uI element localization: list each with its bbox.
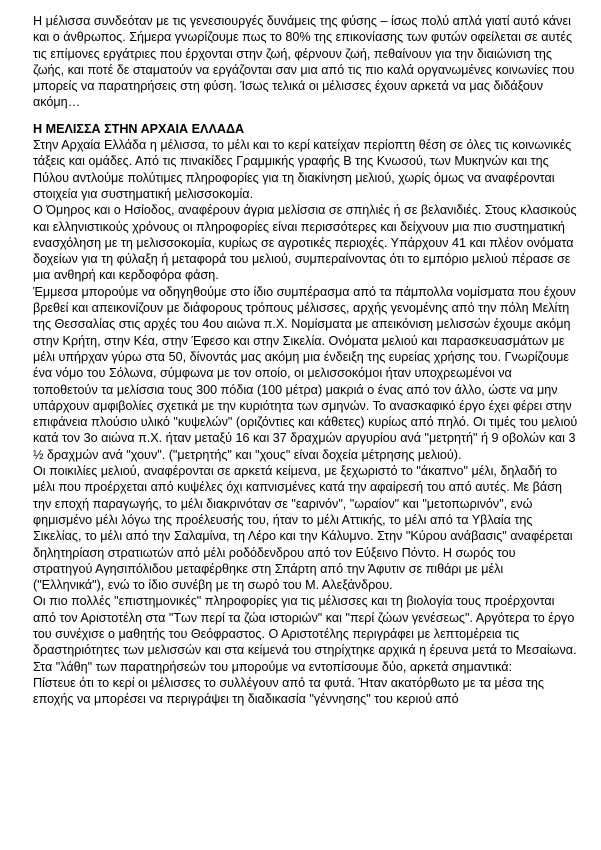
paragraph-2: Ο Όμηρος και ο Ησίοδος, αναφέρουν άγρια μελίσσια σε σπηλιές ή σε βελανιδιές. Στους κλασικούς και ελληνιστικούς χρόνους οι πληροφορίες είναι περισσότερες και δείχνουν μια πιο συστηματική ενασχόληση με τη μελισσοκομία, κυρίως σε αγροτικές περιοχές. Υπάρχουν 41 και πλέον ονόματα δοχείων για τη φύλαξη ή μεταφορά του μελιού, συμπεραίνοντας ότι το εμπόριο μελιού πέρασε σε μια ανθηρή και κερδοφόρα φάση. [33, 203, 577, 283]
paragraph-6: Πίστευε ότι το κερί οι μέλισσες το συλλέγουν από τα φυτά. Ήταν ακατόρθωτο με τα μέσα της εποχής να μπορέσει να περιγράψει τη διαδικασία "γέννησης" του κεριού από [33, 675, 544, 707]
section-heading: Η ΜΕΛΙΣΣΑ ΣΤΗΝ ΑΡΧΑΙΑ ΕΛΛΑΔΑ [33, 121, 245, 136]
intro-paragraph: Η μέλισσα συνδεόταν με τις γενεσιουργές δυνάμεις της φύσης – ίσως πολύ απλά γιατί αυτό κάνει και ο άνθρωπος. Σήμερα γνωρίζουμε πως το 80% της επικονίασης των φυτών οφείλεται σε αυτές τις επίμονες εργάτριες που έρχονται στην ζωή, φέρνουν ζωή, πεθαίνουν για την διαιώνιση της ζωής, και ποτέ δε σταματούν να εργάζονται σαν μια από τις πιο καλά οργανωμένες κοινωνίες που μπορείς να παρατηρήσεις στη φύση. Ίσως τελικά οι μέλισσες έχουν αρκετά να μας διδάξουν ακόμη… [33, 14, 575, 110]
paragraph-1: Στην Αρχαία Ελλάδα η μέλισσα, το μέλι και το κερί κατείχαν περίοπτη θέση σε όλες τις κοινωνικές τάξεις και ομάδες. Από τις πινακίδες Γραμμικής γραφής Β της Κνωσού, των Μυκηνών και της Πύλου αντλούμε πολύτιμες πληροφορίες για τη διακίνηση μελιού, χωρίς όμως να αναφέρονται στοιχεία για συστηματική μελισσοκομία. [33, 138, 572, 201]
paragraph-4: Οι ποικιλίες μελιού, αναφέρονται σε αρκετά κείμενα, με ξεχωριστό το "άκαπνο" μέλι, δηλαδή το μέλι που προέρχεται από κυψέλες όχι καπνισμένες κατά την αφαίρεσή του από αυτές. Με βάση την εποχή παραγωγής, το μέλι διακρινόταν σε "εαρινόν", "ωραίον" και "μετοπωρινόν", ενώ φημισμένο μέλι λόγω της προέλευσής του, ήταν το μέλι Αττικής, το μέλι από τα Υβλαία της Σικελίας, το μέλι από την Σαλαμίνα, τη Λέρο και την Κάλυμνο. Στην "Κύρου ανάβασις" αναφέρεται δηλητηρίαση στρατιωτών από μέλι ροδόδενδρου από τον Εύξεινο Πόντο. Η σωρός του στρατηγού Αγησιπόλιδου μεταφέρθηκε στη Σπάρτη από την Άφυτιν σε πιθάρι με μέλι ("Ελληνικά"), ενώ το ίδιο συνέβη με τη σωρό του Μ. Αλεξάνδρου. [33, 464, 573, 593]
paragraph-5: Οι πιο πολλές "επιστημονικές" πληροφορίες για τις μέλισσες και τη βιολογία τους προέρχονται από τον Αριστοτέλη στα "Των περί τα ζώα ιστοριών" και "περί ζώων γενέσεως". Αργότερα το έργο του συνέχισε ο μαθητής του Θεόφραστος. Ο Αριστοτέλης περιγράφει με λεπτομέρεια τις δραστηριότητες των μελισσών και στα κείμενά του στηρίχτηκε αρχικά η έρευνα μετά το Μεσαίωνα. Στα "λάθη" των παρατηρήσεών του μπορούμε να εντοπίσουμε δύο, αρκετά σημαντικά: [33, 594, 577, 674]
document-page [33, 13, 578, 707]
paragraph-3: Έμμεσα μπορούμε να οδηγηθούμε στο ίδιο συμπέρασμα από τα πάμπολλα νομίσματα που έχουν βρεθεί και απεικονίζουν με διάφορους τρόπους μέλισσες, αρχής γενομένης από την πόλη Μελίτη της Θεσσαλίας στις αρχές του 4ου αιώνα π.Χ. Νομίσματα με απεικόνιση μελισσών έχουμε ακόμη στην Κρήτη, στην Κέα, στην Έφεσο και στην Σικελία. Ονόματα μελιού και παρασκευασμάτων με μέλι υπήρχαν γύρω στα 50, δίνοντάς μας ακόμη μια ένδειξη της ευρείας χρήσης του. Γνωρίζουμε ένα νόμο του Σόλωνα, σύμφωνα με τον οποίο, οι μελισσοκόμοι ήταν υποχρεωμένοι να τοποθετούν τα μελίσσια τους 300 πόδια (100 μέτρα) μακριά ο ένας από τον άλλο, ώστε να μην υπάρχουν αμφιβολίες σχετικά με την κυριότητα των σμηνών. Το ανασκαφικό έργο έχει φέρει στην επιφάνεια πλούσιο υλικό "κυψελών" (οριζόντιες και κάθετες) κυρίως από πηλό. Οι τιμές του μελιού κατά τον 3ο αιώνα π.Χ. ήταν μεταξύ 16 και 37 δραχμών αργυρίου ανά "μετρητή" ή 9 οβολών και 3 ½ δραχμών ανά "χουν". ("μετρητής" και "χους" είναι δοχεία μέτρησης μελιού). [33, 284, 578, 462]
